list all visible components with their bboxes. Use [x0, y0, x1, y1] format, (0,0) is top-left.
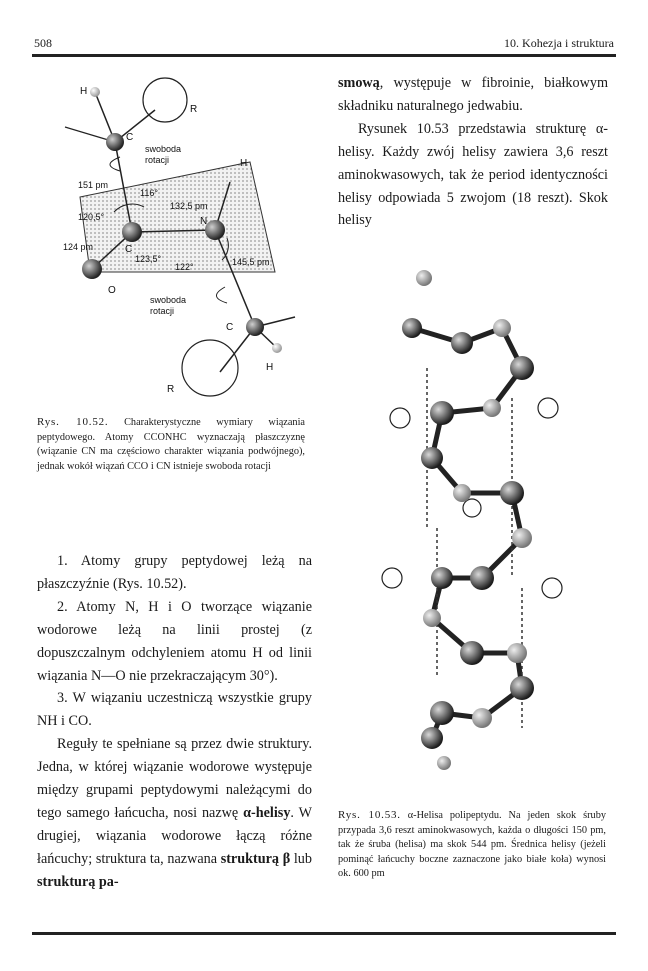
- paragraph: 2. Atomy N, H i O tworzące wiązanie wodorowe leżą na linii prostej (z dopuszczalnym odchyleniem atomu H od linii wiązania N—O nie przekraczającym 30°).: [37, 598, 312, 684]
- term-pleated-structure: strukturą pa-: [37, 873, 119, 890]
- label-rotacji-2: rotacji: [150, 306, 175, 316]
- caption-label: Rys. 10.52.: [37, 416, 109, 428]
- label-h-bot: H: [266, 362, 274, 373]
- label-d124: 124 pm: [63, 242, 94, 252]
- label-d151: 151 pm: [78, 180, 109, 190]
- alpha-helix-figure: [372, 258, 577, 788]
- caption-label: Rys. 10.53.: [338, 809, 401, 821]
- side-chain: [463, 499, 481, 517]
- label-swoboda-2: swoboda: [150, 295, 187, 305]
- caption-text: Charakterystyczne wymiary wiązania peptydowego. Atomy CCONHC wyznaczają płaszczyznę (wiązanie CN ma częściowo charakter wiązania podwójnego), jednak wokół wiązań CCO i CN istnieje swoboda rotacji: [37, 417, 306, 472]
- paragraph: Rysunek 10.53 przedstawia strukturę α-helisy. Każdy zwój helisy zawiera 3,6 reszt aminokwasowych, tak że period identyczności helisy odpowiada 5 zwojom (18 reszt). Skok helisy: [338, 120, 608, 229]
- label-n: N: [200, 216, 208, 227]
- side-chain: [390, 408, 410, 428]
- term-alpha-helix: α-helisy: [243, 804, 291, 821]
- label-h-mid: H: [240, 158, 248, 169]
- label-swoboda-1: swoboda: [145, 144, 182, 154]
- label-h-top: H: [80, 86, 88, 97]
- label-r-bot: R: [167, 384, 175, 395]
- label-a123: 123,5°: [135, 254, 162, 264]
- term-pleated-end: smową: [338, 75, 380, 91]
- atom-o: [82, 259, 102, 279]
- label-d132: 132,5 pm: [170, 201, 208, 211]
- peptide-bond-figure: [50, 72, 310, 402]
- label-a120: 120,5°: [78, 212, 105, 222]
- chapter-title: 10. Kohezja i struktura: [504, 36, 614, 50]
- side-chain: [382, 568, 402, 588]
- footer-rule: [32, 932, 616, 935]
- r-group-bottom: [182, 340, 238, 396]
- label-c-mid: C: [125, 244, 133, 255]
- atom-c-bot: [246, 318, 264, 336]
- atom-h-top: [90, 87, 100, 97]
- label-c-bot: C: [226, 322, 234, 333]
- label-c-top: C: [126, 132, 134, 143]
- paragraph: Reguły te spełniane są przez dwie struktury. Jedna, w której wiązanie wodorowe występuje między grupami peptydowymi należącymi do tego samego łańcucha, nosi nazwę α-helisy. W drugiej, wiązania wodorowe łączą różne łańcuchy; struktura ta, nazwana strukturą β lub strukturą pa-: [37, 736, 312, 890]
- page-number: 508: [34, 36, 52, 50]
- side-chain: [538, 398, 558, 418]
- label-o: O: [108, 285, 116, 296]
- label-rotacji-1: rotacji: [145, 155, 170, 165]
- r-group-top: [143, 78, 187, 122]
- label-a122: 122°: [175, 262, 194, 272]
- label-r-top: R: [190, 104, 198, 115]
- atom-h-bot: [272, 343, 282, 353]
- caption-text: α-Helisa polipeptydu. Na jeden skok śruby przypada 3,6 reszt aminokwasowych, każda o długości 150 pm, tak że śruba (helisa) ma skok 544 pm. Średnica helisy (jeżeli pominąć łańcuchy boczne zaznaczone jako białe koła) wynosi ok. 600 pm: [338, 810, 606, 879]
- paragraph: 3. W wiązaniu uczestniczą wszystkie grupy NH i CO.: [37, 690, 312, 730]
- term-beta-structure: strukturą β: [220, 850, 291, 867]
- label-a116: 116°: [140, 188, 158, 198]
- peptide-plane: [80, 162, 275, 272]
- left-column-text: [37, 550, 312, 894]
- atom-c-mid: [122, 222, 142, 242]
- right-column-text: [338, 72, 608, 232]
- atom-c-top: [106, 133, 124, 151]
- figure-caption-10-52: [37, 415, 305, 474]
- paragraph: 1. Atomy grupy peptydowej leżą na płaszczyźnie (Rys. 10.52).: [37, 553, 312, 592]
- paragraph: smową, występuje w fibroinie, białkowym składniku naturalnego jedwabiu.: [338, 75, 608, 114]
- atom-n: [205, 220, 225, 240]
- label-d145: 145,5 pm: [232, 257, 270, 267]
- header-rule: [32, 54, 616, 57]
- side-chain: [542, 578, 562, 598]
- page-header: [34, 36, 614, 50]
- figure-caption-10-53: [338, 808, 606, 882]
